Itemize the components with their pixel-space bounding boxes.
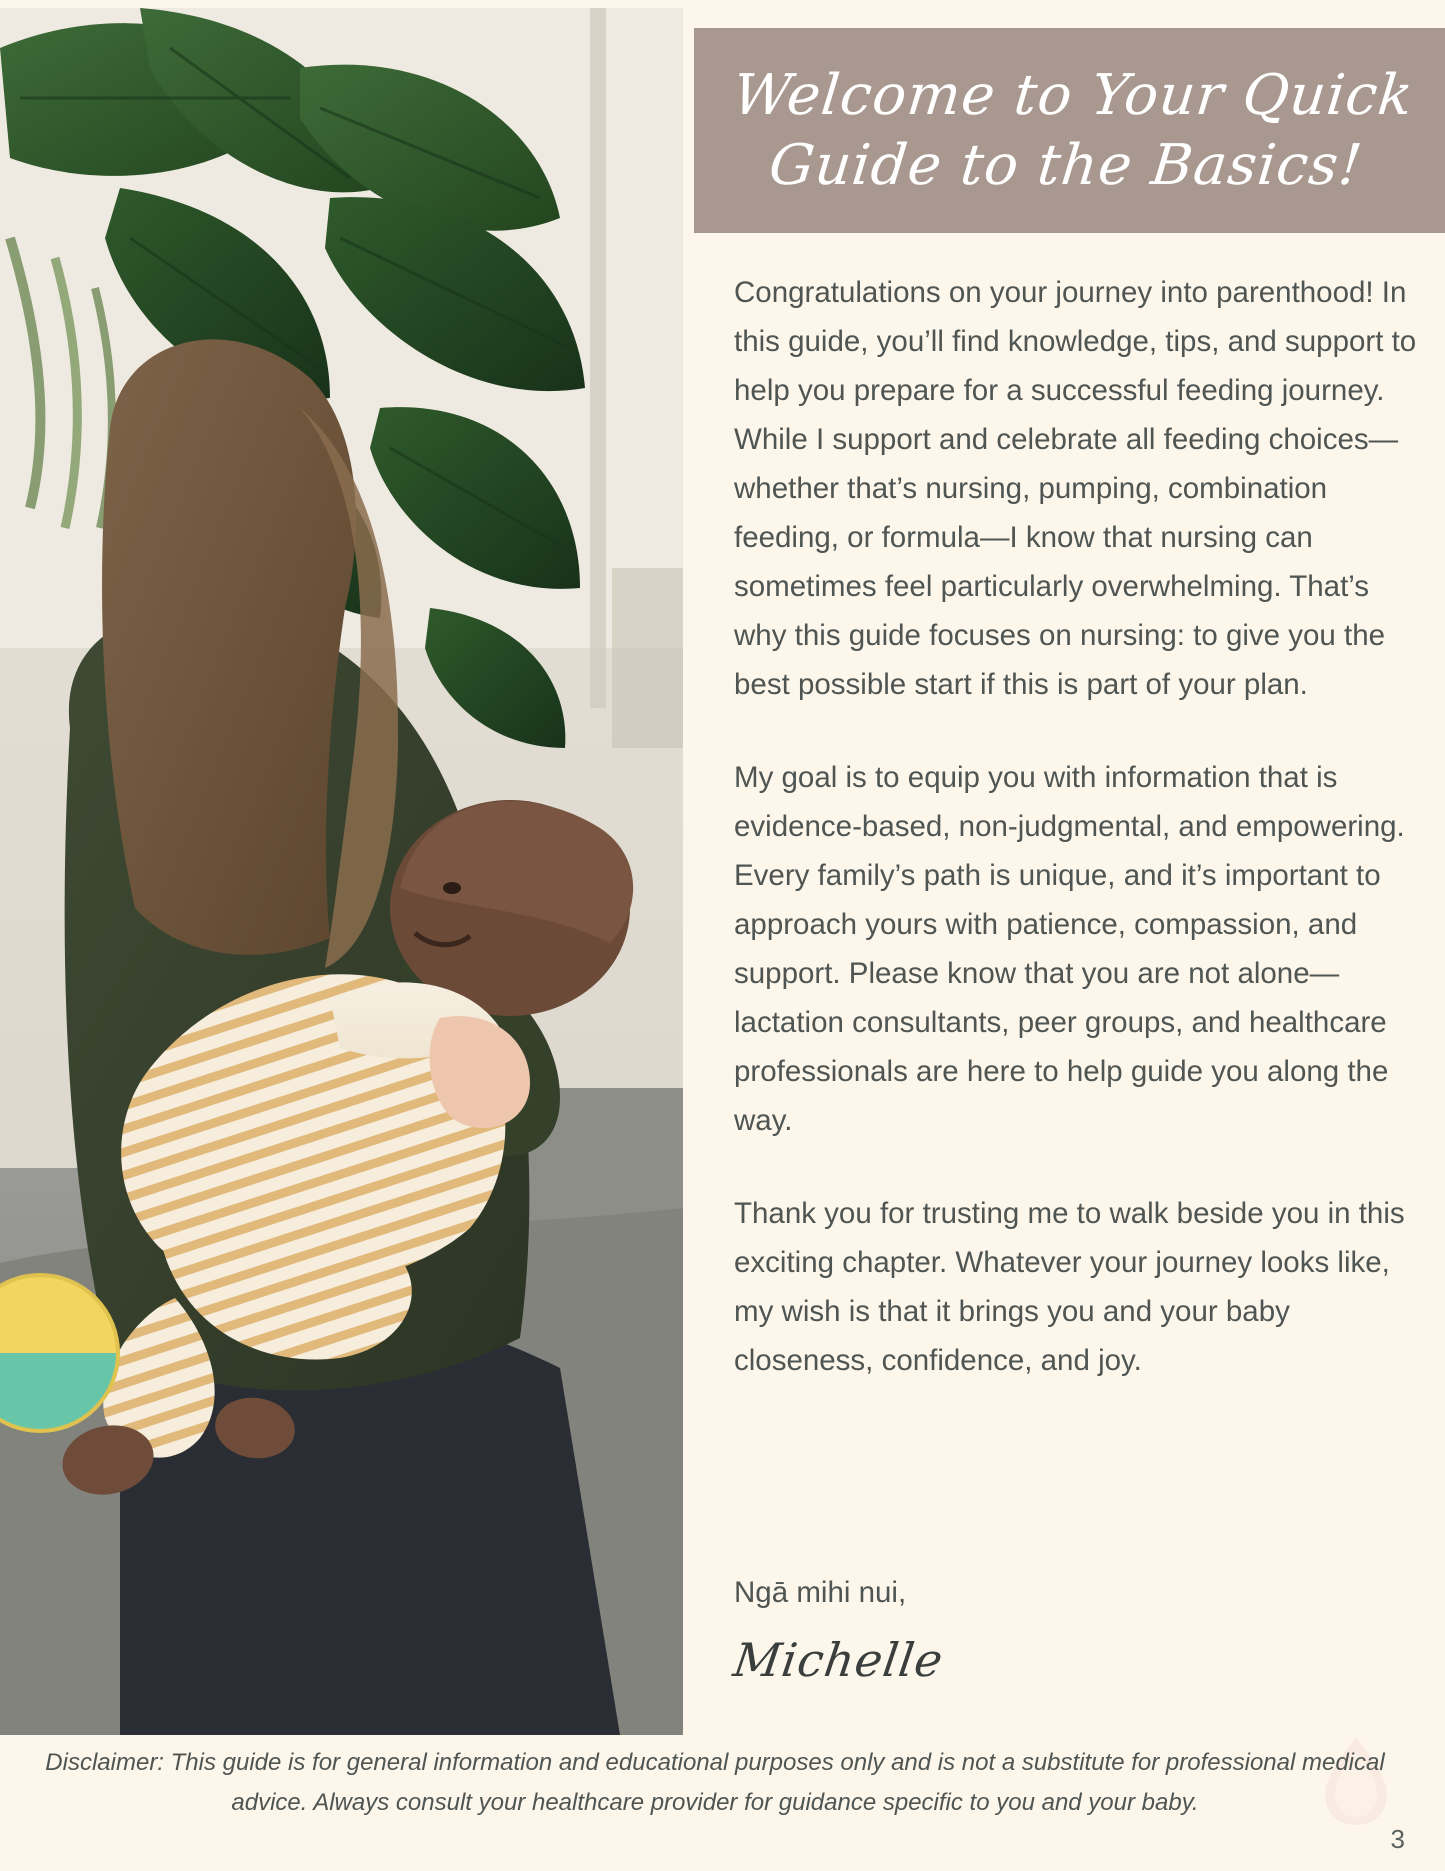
- content-column: [683, 0, 1445, 1871]
- paragraph-3: Thank you for trusting me to walk beside you in this exciting chapter. Whatever your journey looks like, my wish is that it brings you and your baby closeness, confidence, and joy.: [734, 1197, 1405, 1377]
- signature: Michelle: [730, 1633, 947, 1687]
- title-banner: [694, 28, 1445, 233]
- photo-illustration: [0, 8, 683, 1735]
- signoff-text: Ngā mihi nui,: [734, 1576, 907, 1609]
- page-title: Welcome to Your Quick Guide to the Basics!: [729, 62, 1417, 198]
- paragraph-1: Congratulations on your journey into parenthood! In this guide, you’ll find knowledge, tips, and support to help you prepare for a successful feeding journey. While I support and celebrate all feeding choices—whether that’s nursing, pumping, combination feeding, or formula—I know that nursing can sometimes feel particularly overwhelming. That’s why this guide focuses on nursing: to give you the best possible start if this is part of your plan.: [734, 276, 1417, 701]
- disclaimer-text: Disclaimer: This guide is for general information and educational purposes only and is not a substitute for professional medical advice. Always consult your healthcare provider for guidance specific to you and your baby.: [45, 1749, 1385, 1816]
- letter-body: [734, 268, 1424, 1429]
- paragraph-2: My goal is to equip you with information that is evidence-based, non-judgmental, and empowering. Every family’s path is unique, and it’s important to approach yours with patience, compassion, and support. Please know that you are not alone—lactation consultants, peer groups, and healthcare professionals are here to help guide you along the way.: [734, 761, 1405, 1137]
- hero-photo: [0, 8, 683, 1735]
- page-footer: [0, 1731, 1445, 1871]
- page-number: 3: [1390, 1824, 1405, 1854]
